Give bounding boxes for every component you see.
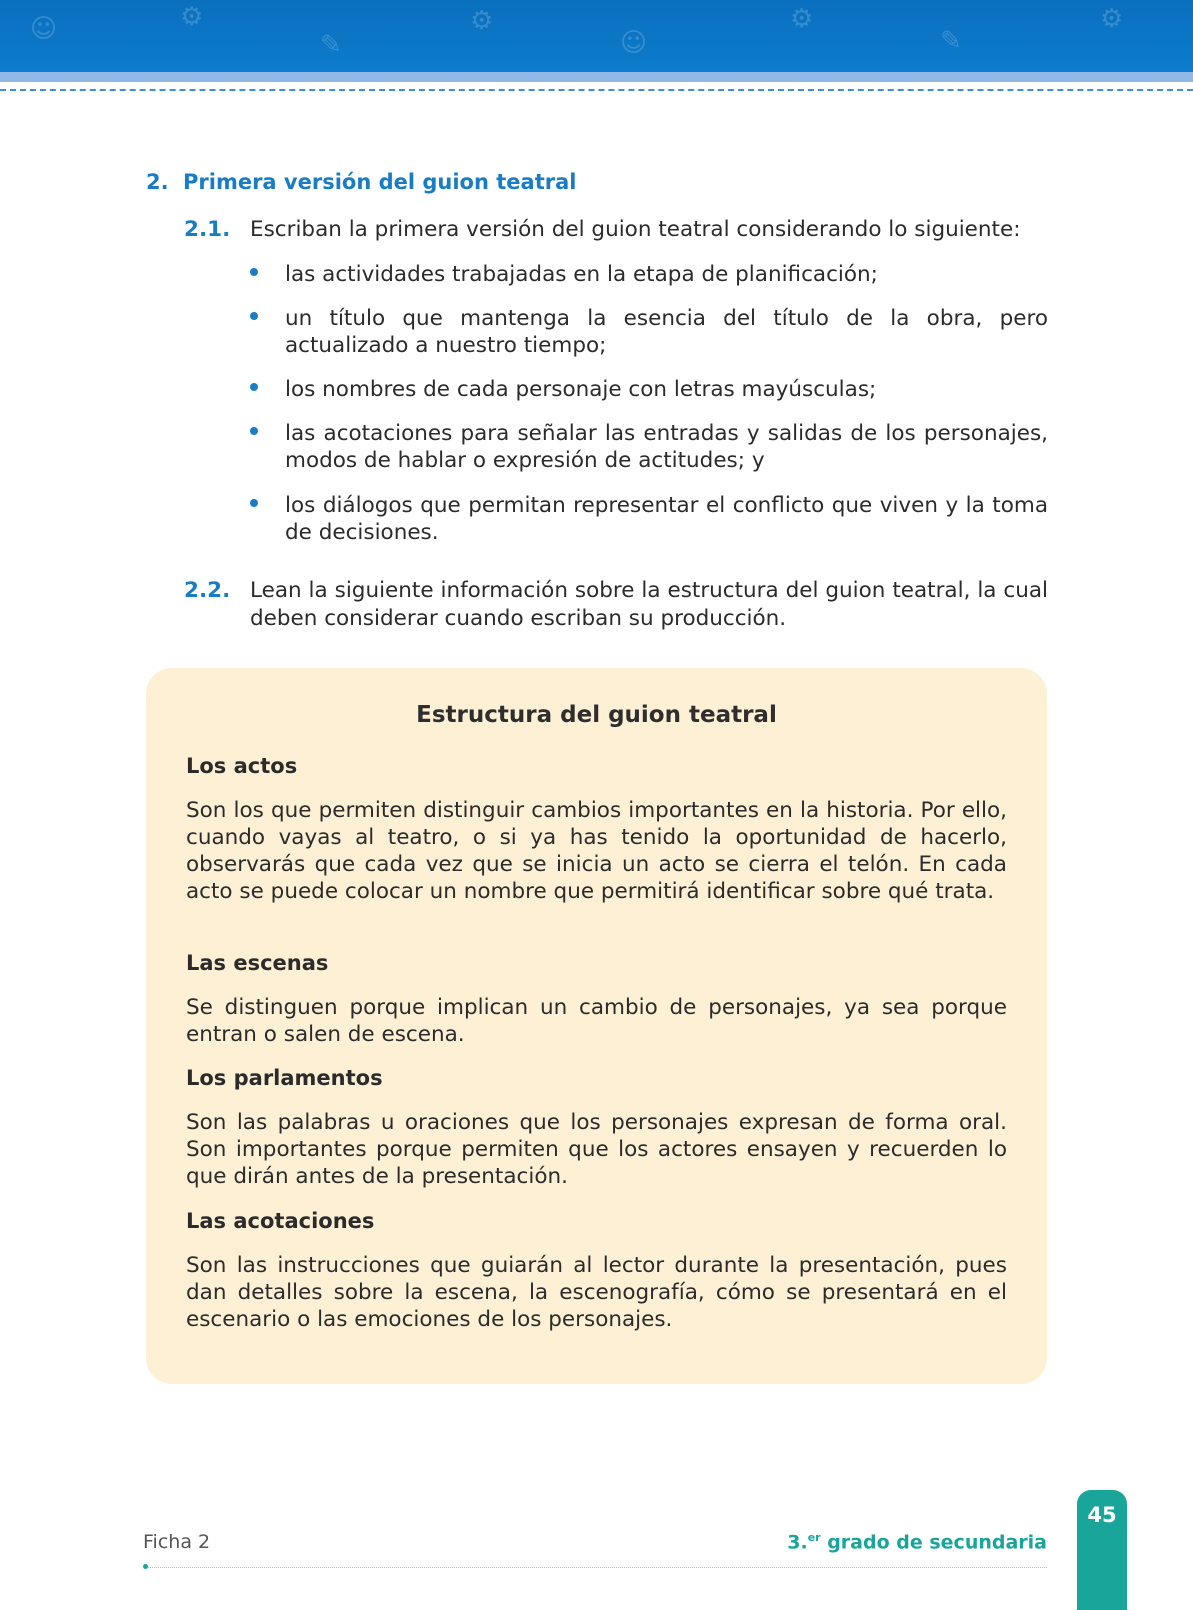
section-title-text: Primera versión del guion teatral: [183, 170, 577, 194]
bullet-dot-icon: [250, 268, 258, 276]
bullet-item: [250, 376, 1048, 403]
bullet-item: [250, 492, 1048, 546]
bullet-dot-icon: [250, 499, 258, 507]
bullet-text: las acotaciones para señalar las entradas y salidas de los personajes, modos de hablar o expresión de actitudes; y: [285, 421, 1048, 473]
gear-icon: ⚙: [1100, 4, 1124, 34]
header-banner: [0, 0, 1193, 72]
box-heading: Los parlamentos: [186, 1066, 383, 1090]
doodle-icon: ☺: [30, 14, 58, 44]
box-heading: Las escenas: [186, 951, 329, 975]
page-number: 45: [1087, 1503, 1117, 1527]
item-number: 2.1.: [184, 217, 231, 242]
section-title: [146, 170, 576, 194]
doodle-icon: ☺: [620, 28, 648, 58]
box-paragraph: Son las palabras u oraciones que los personajes expresan de forma oral. Son importantes porque permiten que los actores ensayen y recuerden lo que dirán antes de la presentación.: [186, 1110, 1007, 1189]
bullet-text: los diálogos que permitan representar el conflicto que viven y la toma de decisiones.: [285, 493, 1048, 545]
footer-divider: [146, 1567, 1047, 1568]
bullet-text: las actividades trabajadas en la etapa de planificación;: [285, 262, 878, 287]
box-title: Estructura del guion teatral: [416, 702, 777, 728]
bulb-icon: ✎: [320, 30, 342, 60]
bullet-dot-icon: [250, 383, 258, 391]
gear-icon: ⚙: [180, 2, 204, 32]
page-number-tab: [1077, 1490, 1127, 1610]
box-paragraph: Se distinguen porque implican un cambio de personajes, ya sea porque entran o salen de escena.: [186, 995, 1007, 1047]
grade-number: 3.: [787, 1531, 808, 1554]
bullet-dot-icon: [250, 427, 258, 435]
item-2-2: [184, 577, 1048, 633]
gear-icon: ⚙: [790, 4, 814, 34]
box-heading: Las acotaciones: [186, 1209, 375, 1233]
item-text: Lean la siguiente información sobre la estructura del guion teatral, la cual deben considerar cuando escriban su producción.: [250, 578, 1048, 631]
bullet-item: [250, 305, 1048, 359]
bullet-dot-icon: [250, 312, 258, 320]
bullet-item: [250, 261, 1048, 288]
header-dashed-line: [0, 89, 1193, 91]
item-text: Escriban la primera versión del guion teatral considerando lo siguiente:: [250, 217, 1021, 242]
box-heading: Los actos: [186, 754, 298, 778]
info-box: [146, 668, 1047, 1384]
pencil-icon: ✎: [940, 26, 962, 56]
footer-ficha: Ficha 2: [143, 1531, 211, 1553]
item-number: 2.2.: [184, 578, 231, 603]
box-paragraph: Son las instrucciones que guiarán al lector durante la presentación, pues dan detalles sobre la escena, la escenografía, cómo se presentará en el escenario o las emociones de los personajes.: [186, 1253, 1007, 1332]
grade-text: grado de secundaria: [820, 1531, 1047, 1554]
bullet-text: un título que mantenga la esencia del título de la obra, pero actualizado a nuestro tiempo;: [285, 306, 1048, 358]
item-2-1: [184, 216, 1048, 244]
footer-grade: [787, 1531, 1047, 1553]
grade-superscript: er: [807, 1531, 821, 1544]
gear-icon: ⚙: [470, 6, 494, 36]
section-number: 2.: [146, 170, 169, 194]
footer-dot-icon: [143, 1564, 148, 1569]
header-stripe: [0, 72, 1193, 82]
bullet-text: los nombres de cada personaje con letras mayúsculas;: [285, 377, 877, 402]
box-paragraph: Son los que permiten distinguir cambios importantes en la historia. Por ello, cuando vayas al teatro, o si ya has tenido la oportunidad de hacerlo, observarás que cada vez que se inicia un acto se cierra el telón. En cada acto se puede colocar un nombre que permitirá identificar sobre qué trata.: [186, 798, 1007, 904]
bullet-item: [250, 420, 1048, 474]
